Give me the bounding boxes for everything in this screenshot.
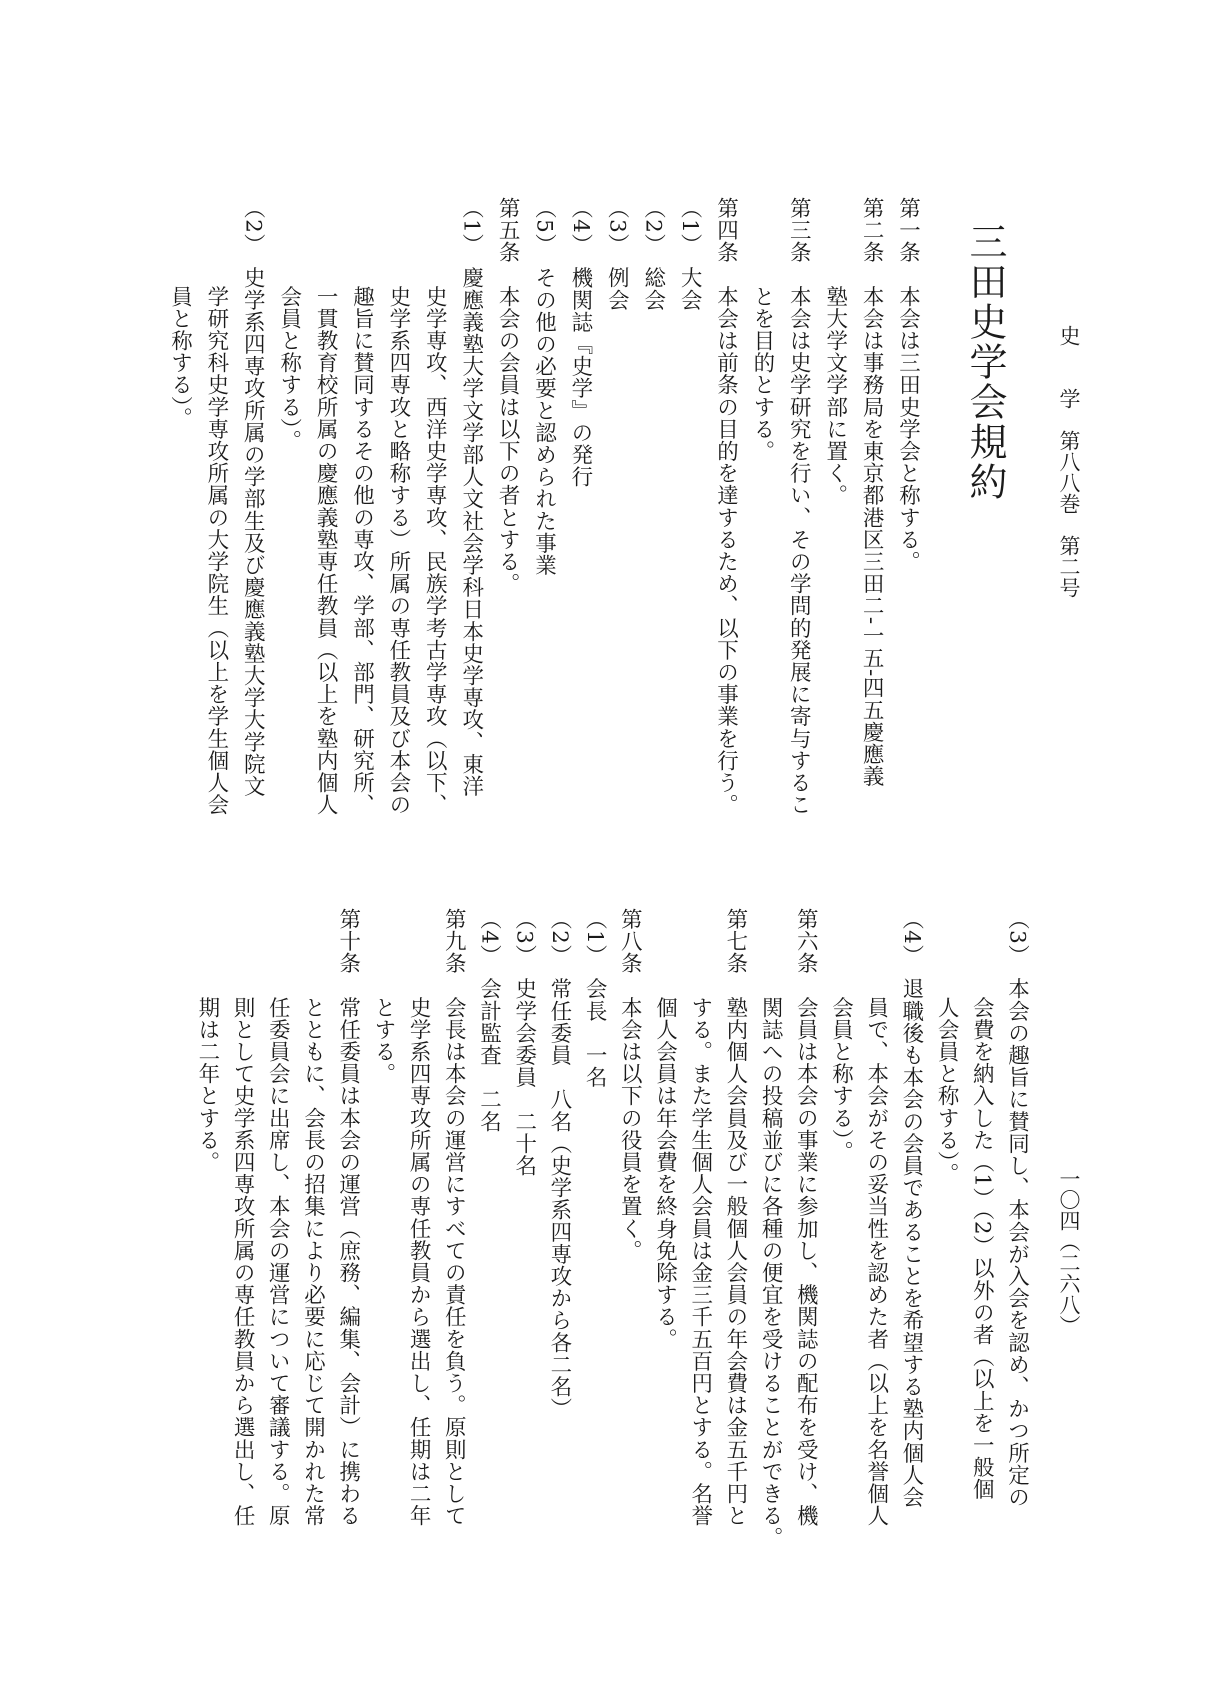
text-line: 第十条 常任委員は本会の運営（庶務、編集、会計）に携わる	[335, 908, 361, 1527]
text-line: 第八条 本会は以下の役員を置く。	[617, 908, 643, 1262]
text-line: 期は二年とする。	[194, 908, 220, 1174]
text-line: （4） 退職後も本会の会員であることを希望する塾内個人会	[898, 908, 924, 1509]
text-line: 個人会員は年会費を終身免除する。	[652, 908, 678, 1350]
text-line: （1） 会長 一名	[582, 908, 608, 1089]
text-line: 第五条 本会の会員は以下の者とする。	[495, 197, 521, 595]
text-line: 第四条 本会は前条の目的を達するため、以下の事業を行う。	[713, 197, 739, 816]
text-line: とする。	[370, 908, 396, 1085]
text-line: 会費を納入した（1）（2）以外の者（以上を一般個	[969, 908, 995, 1501]
running-header-page-number: 一〇四（二六八）	[1057, 1168, 1081, 1336]
text-line: 一貫教育校所属の慶應義塾専任教員（以上を塾内個人	[313, 197, 339, 816]
text-line: 第一条 本会は三田史学会と称する。	[895, 197, 921, 573]
text-line: 史学系四専攻と略称する）所属の専任教員及び本会の	[385, 197, 411, 816]
running-header-journal: 史 学 第八八巻 第二号	[1057, 325, 1081, 598]
text-line: 史学専攻、西洋史学専攻、民族学考古学専攻（以下、	[422, 197, 448, 816]
text-line: 員と称する）。	[167, 197, 193, 430]
text-line: 塾大学文学部に置く。	[822, 197, 848, 507]
text-line: 員で、本会がその妥当性を認めた者（以上を名誉個人	[863, 908, 889, 1527]
text-line: （5） その他の必要と認められた事業	[531, 197, 557, 577]
text-line: 趣旨に賛同するその他の専攻、学部、部門、研究所、	[349, 197, 375, 816]
text-line: 会員と称する）。	[828, 908, 854, 1163]
text-line: （2） 総会	[640, 197, 666, 312]
text-line: （1） 大会	[677, 197, 703, 312]
text-line: 任委員会に出席し、本会の運営について審議する。原	[265, 908, 291, 1527]
text-line: とともに、会長の招集により必要に応じて開かれた常	[300, 908, 326, 1527]
text-line: 第二条 本会は事務局を東京都港区三田二‐一五‐四五慶應義	[859, 197, 885, 788]
text-line: とを目的とする。	[749, 197, 775, 463]
text-line: （1） 慶應義塾大学文学部人文社会学科日本史学専攻、東洋	[458, 197, 484, 798]
text-line: （3） 例会	[604, 197, 630, 312]
text-line: 則として史学系四専攻所属の専任教員から選出し、任	[230, 908, 256, 1527]
page-title: 三田史学会規約	[963, 222, 1007, 502]
text-line: （3） 史学会委員 二十名	[511, 908, 537, 1177]
text-line: 会員と称する）。	[276, 197, 302, 452]
text-line: 学研究科史学専攻所属の大学院生（以上を学生個人会	[203, 197, 229, 816]
text-line: （3） 本会の趣旨に賛同し、本会が入会を認め、かつ所定の	[1004, 908, 1030, 1509]
text-line: 第七条 塾内個人会員及び一般個人会員の年会費は金五千円と	[722, 908, 748, 1527]
text-line: 第六条 会員は本会の事業に参加し、機関誌の配布を受け、機	[793, 908, 819, 1527]
text-line: （2） 史学系四専攻所属の学部生及び慶應義塾大学大学院文	[240, 197, 266, 798]
text-line: 第三条 本会は史学研究を行い、その学問的発展に寄与するこ	[786, 197, 812, 816]
text-line: する。また学生個人会員は金三千五百円とする。名誉	[687, 908, 713, 1527]
text-line: （4） 会計監査 二名	[476, 908, 502, 1133]
text-line: （4） 機関誌『史学』の発行	[567, 197, 593, 488]
text-line: 史学系四専攻所属の専任教員から選出し、任期は二年	[406, 908, 432, 1527]
text-line: 関誌への投稿並びに各種の便宜を受けることができる。	[758, 908, 784, 1549]
text-line: 人会員と称する）。	[934, 908, 960, 1185]
text-line: 第九条 会長は本会の運営にすべての責任を負う。原則として	[441, 908, 467, 1527]
text-line: （2） 常任委員 八名（史学系四専攻から各二名）	[546, 908, 572, 1420]
